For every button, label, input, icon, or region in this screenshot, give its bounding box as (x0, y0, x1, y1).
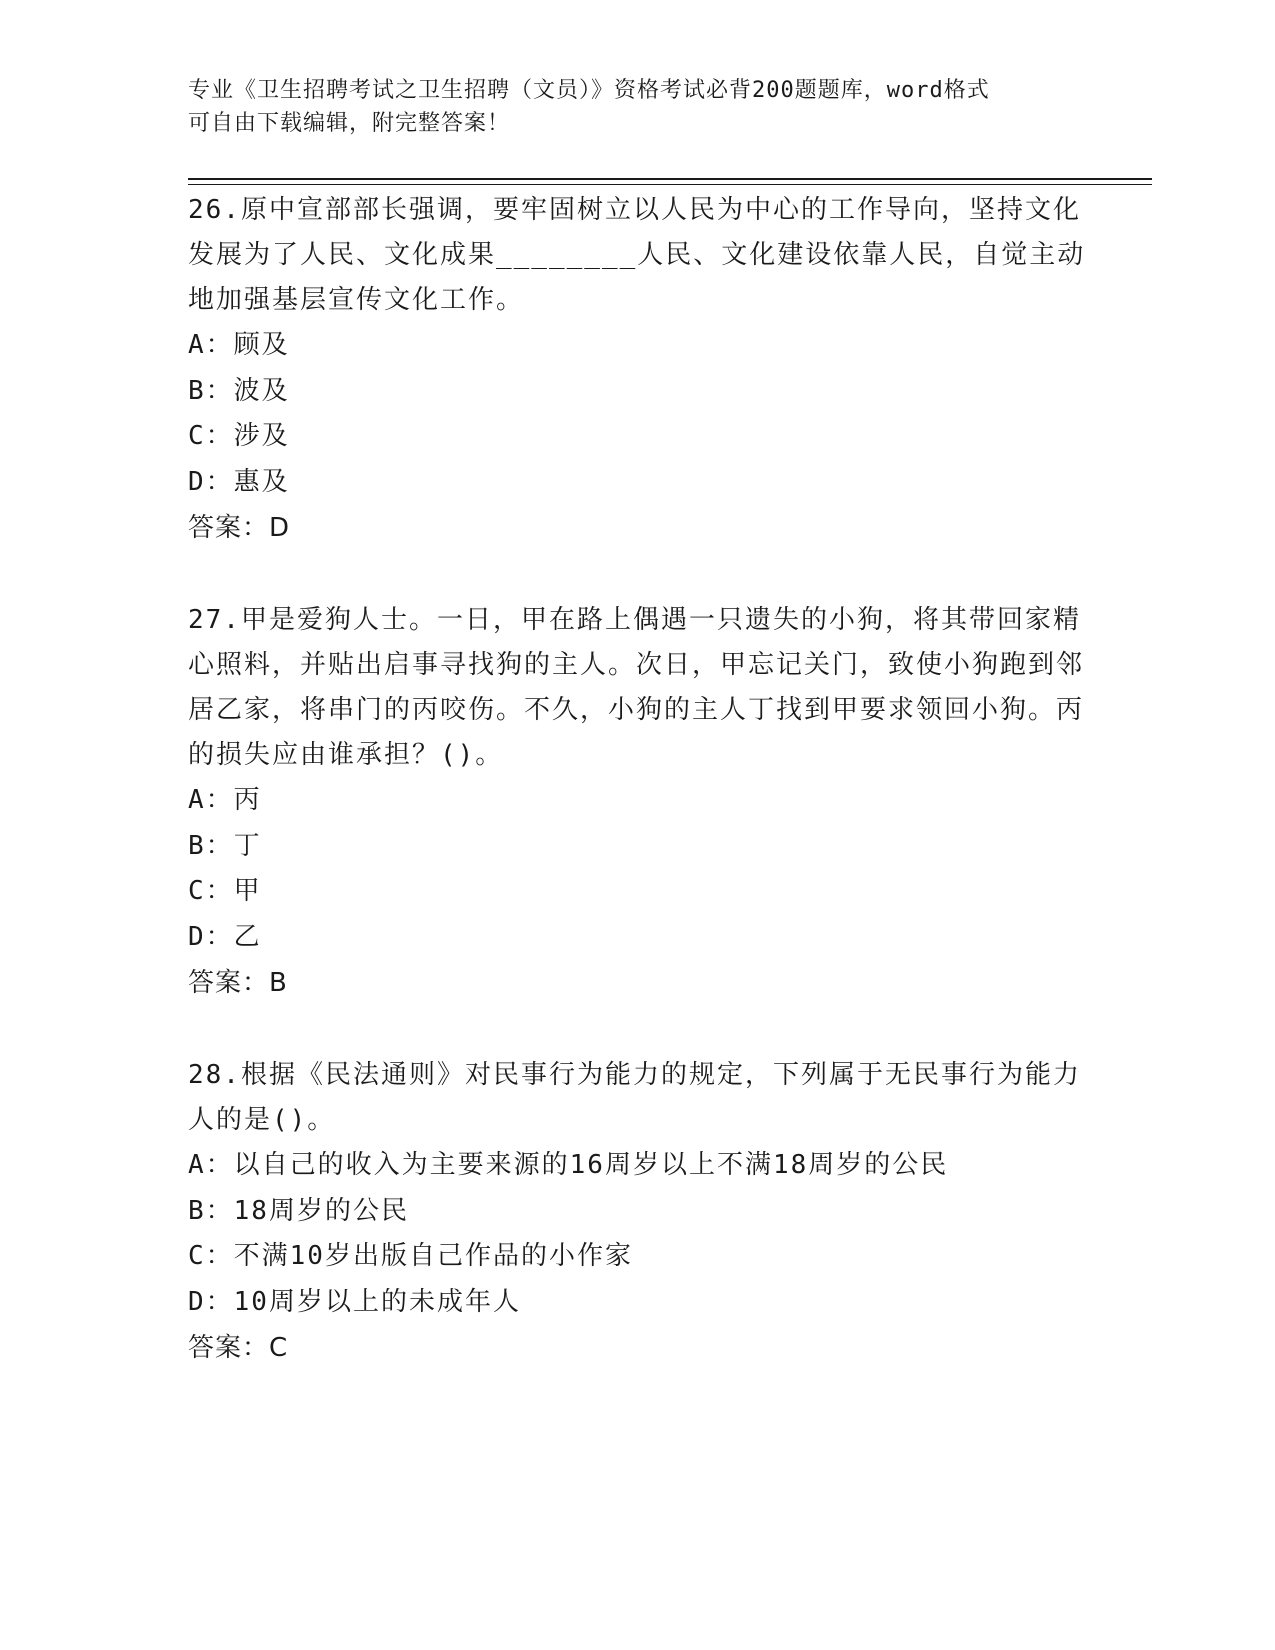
answer: 答案：D (188, 513, 291, 543)
option-b: B：波及 (188, 375, 290, 406)
question-stem: 27.甲是爱狗人士。一日，甲在路上偶遇一只遗失的小狗，将其带回家精心照料，并贴出启事寻找狗的主人。次日，甲忘记关门，致使小狗跑到邻居乙家，将串门的丙咬伤。不久，小狗的主人丁找到甲要求领回小狗。丙的损失应由谁承担？()。 (188, 605, 1085, 770)
header-divider-thin (188, 184, 1152, 185)
question-27 (188, 598, 1088, 1006)
option-a: A：以自己的收入为主要来源的16周岁以上不满18周岁的公民 (188, 1150, 949, 1180)
question-26 (188, 188, 1088, 551)
question-28 (188, 1053, 1088, 1371)
option-c: C：甲 (188, 876, 262, 906)
option-d: D：乙 (188, 921, 262, 952)
question-stem: 26.原中宣部部长强调，要牢固树立以人民为中心的工作导向，坚持文化发展为了人民、文化成果________人民、文化建设依靠人民，自觉主动地加强基层宣传文化工作。 (188, 195, 1086, 315)
question-stem: 28.根据《民法通则》对民事行为能力的规定，下列属于无民事行为能力人的是()。 (188, 1060, 1081, 1135)
option-b: B：18周岁的公民 (188, 1195, 409, 1226)
option-d: D：惠及 (188, 466, 290, 497)
option-c: C：涉及 (188, 421, 290, 451)
answer: 答案：C (188, 1333, 289, 1363)
option-b: B：丁 (188, 830, 262, 861)
option-c: C：不满10岁出版自己作品的小作家 (188, 1241, 633, 1271)
option-a: A：丙 (188, 785, 262, 815)
document-header (188, 74, 1088, 140)
option-d: D：10周岁以上的未成年人 (188, 1286, 521, 1317)
header-divider-thick (188, 178, 1152, 180)
answer: 答案：B (188, 968, 288, 998)
header-line-1: 专业《卫生招聘考试之卫生招聘（文员）》资格考试必背200题题库，word格式 (188, 78, 990, 103)
option-a: A：顾及 (188, 330, 290, 360)
header-line-2: 可自由下载编辑，附完整答案！ (188, 111, 511, 136)
